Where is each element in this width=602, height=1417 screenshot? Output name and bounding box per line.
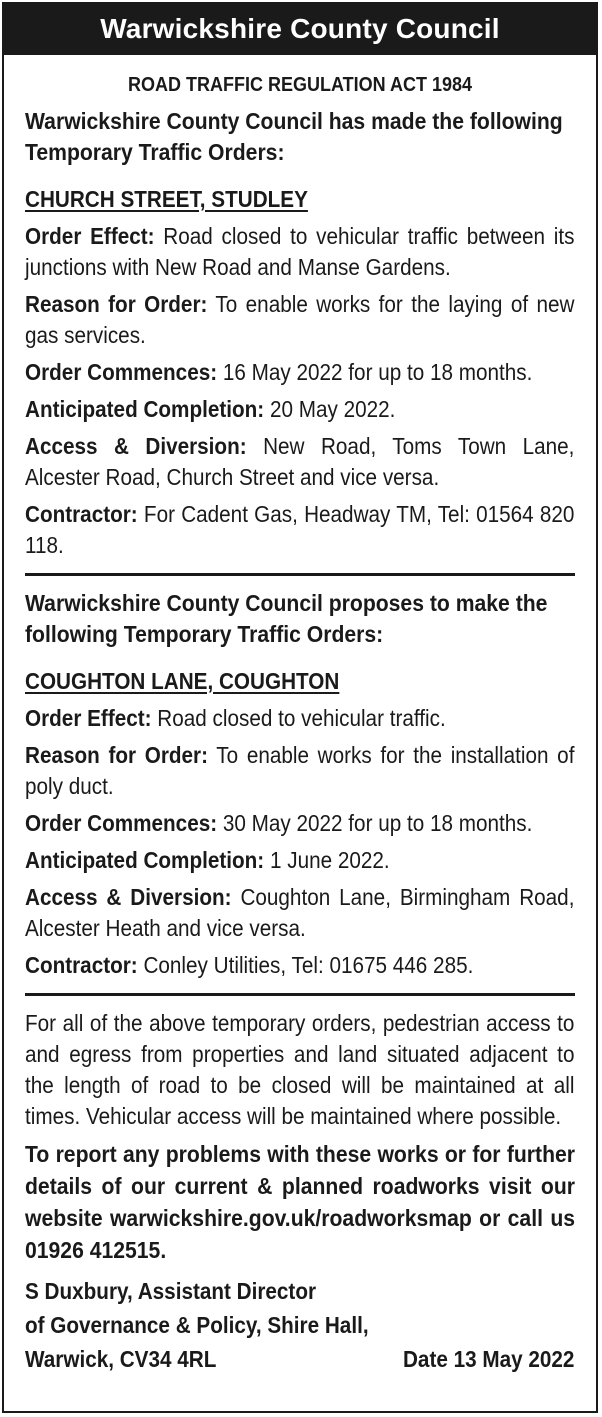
order-effect-label: Order Effect: xyxy=(25,705,152,731)
notice-body xyxy=(4,55,596,1376)
access-label: Access & Diversion: xyxy=(25,433,247,459)
public-notice xyxy=(2,2,598,1413)
signature-block xyxy=(25,1274,574,1376)
proposed-orders-intro: Warwickshire County Council proposes to make the following Temporary Traffic Orders: xyxy=(25,590,548,647)
contractor-label: Contractor: xyxy=(25,952,138,978)
completion-text: 1 June 2022. xyxy=(269,847,390,873)
proposed-order-effect xyxy=(25,703,574,734)
reason-text: To enable works for the laying of new gas services. xyxy=(25,291,575,348)
report-problems-statement: To report any problems with these works or for further details of our current & planned roadworks visit our website warwickshire.gov.uk/roadworksmap or call us 01926 412515. xyxy=(25,1141,576,1263)
reason-label: Reason for Order: xyxy=(25,291,208,317)
signatory-office-line: of Governance & Policy, Shire Hall, xyxy=(25,1312,369,1338)
signatory-line: S Duxbury, Assistant Director xyxy=(25,1278,317,1304)
proposed-order-commences xyxy=(25,808,574,839)
contractor-label: Contractor: xyxy=(25,501,138,527)
contractor-text: For Cadent Gas, Headway TM, Tel: 01564 820 118. xyxy=(25,501,575,558)
act-title: ROAD TRAFFIC REGULATION ACT 1984 xyxy=(127,74,473,96)
notice-date: Date 13 May 2022 xyxy=(402,1346,575,1372)
made-order-reason xyxy=(25,289,574,351)
access-text: Coughton Lane, Birmingham Road, Alcester Heath and vice versa. xyxy=(25,884,575,941)
made-order-commences xyxy=(25,357,574,388)
council-title: Warwickshire County Council xyxy=(4,4,596,55)
signatory-address: Warwick, CV34 4RL xyxy=(25,1346,217,1372)
order-effect-label: Order Effect: xyxy=(25,223,155,249)
order-effect-text: Road closed to vehicular traffic. xyxy=(157,705,446,731)
completion-label: Anticipated Completion: xyxy=(25,847,265,873)
order-effect-text: Road closed to vehicular traffic between its junctions with New Road and Manse Gardens. xyxy=(25,223,575,280)
signatory-address-row xyxy=(25,1342,574,1376)
reason-text: To enable works for the installation of poly duct. xyxy=(25,742,575,799)
made-order-completion xyxy=(25,394,574,425)
proposed-order-completion xyxy=(25,845,574,876)
made-orders-intro: Warwickshire County Council has made the following Temporary Traffic Orders: xyxy=(25,108,563,165)
commences-text: 16 May 2022 for up to 18 months. xyxy=(222,359,533,385)
contractor-text: Conley Utilities, Tel: 01675 446 285. xyxy=(143,952,474,978)
commences-label: Order Commences: xyxy=(25,359,218,385)
access-statement: For all of the above temporary orders, pedestrian access to and egress from properties and land situated adjacent to the length of road to be closed will be maintained at all times. Vehicular access will be maintained where possible. xyxy=(25,1010,575,1129)
proposed-order-reason xyxy=(25,740,574,802)
section-divider xyxy=(25,993,575,996)
completion-label: Anticipated Completion: xyxy=(25,396,265,422)
made-order-contractor xyxy=(25,499,574,561)
proposed-order-access xyxy=(25,882,574,944)
access-label: Access & Diversion: xyxy=(25,884,232,910)
made-order-location: CHURCH STREET, STUDLEY xyxy=(25,186,308,212)
proposed-order-location: COUGHTON LANE, COUGHTON xyxy=(25,668,340,694)
proposed-order-contractor xyxy=(25,950,574,981)
completion-text: 20 May 2022. xyxy=(269,396,396,422)
access-text: New Road, Toms Town Lane, Alcester Road, Church Street and vice versa. xyxy=(25,433,575,490)
reason-label: Reason for Order: xyxy=(25,742,208,768)
commences-label: Order Commences: xyxy=(25,810,218,836)
made-order-access xyxy=(25,431,574,493)
section-divider xyxy=(25,573,575,576)
made-order-effect xyxy=(25,221,574,283)
commences-text: 30 May 2022 for up to 18 months. xyxy=(222,810,533,836)
